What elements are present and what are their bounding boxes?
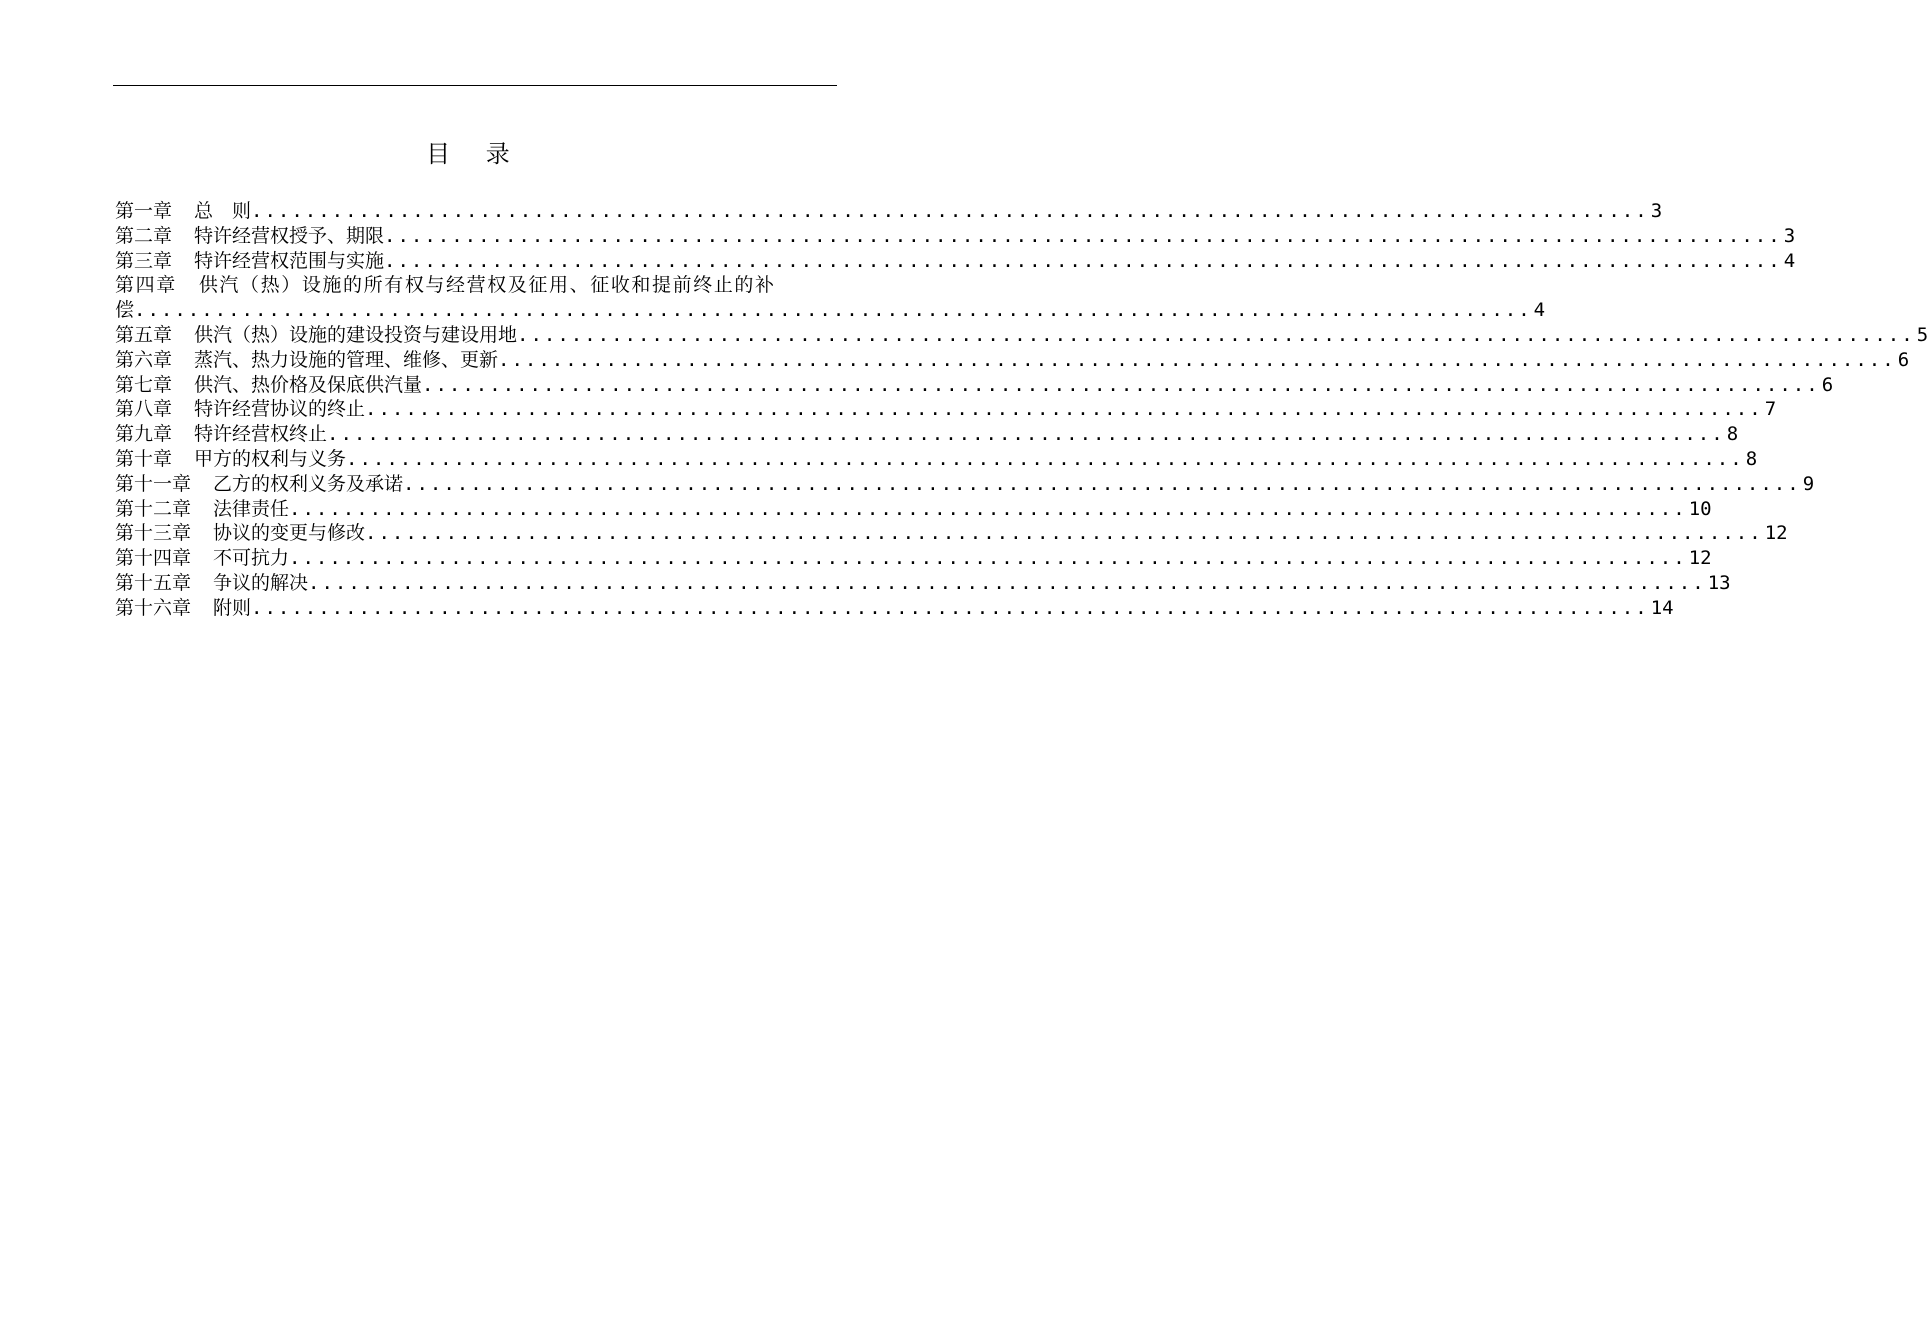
- toc-page-number: 3: [1783, 224, 1796, 247]
- toc-page-number: 7: [1764, 398, 1777, 421]
- toc-chapter: 第十六章: [115, 596, 192, 619]
- dot-leader: ........................................................................................................: [384, 224, 1782, 247]
- toc-chapter: 第八章: [115, 398, 173, 421]
- toc-entry[interactable]: [115, 323, 1928, 348]
- toc-title-text: 供汽（热）设施的所有权与经营权及征用、征收和提前终止的补: [198, 274, 776, 297]
- toc-entry-continuation[interactable]: [115, 298, 1546, 323]
- toc-page-number: 13: [1707, 571, 1731, 594]
- dot-leader: ........................................................................................................: [384, 249, 1782, 272]
- toc-chapter: 第六章: [115, 348, 173, 371]
- toc-title-text: 争议的解决: [213, 571, 309, 594]
- toc-title-text: 不可抗力: [213, 547, 290, 570]
- toc-chapter: 第十五章: [115, 571, 192, 594]
- toc-page-number: 4: [1783, 249, 1796, 272]
- toc-page-number: 4: [1533, 299, 1546, 322]
- toc-page-number: 6: [1821, 373, 1834, 396]
- toc-chapter: 第二章: [115, 224, 173, 247]
- toc-entry[interactable]: [115, 249, 1796, 274]
- toc-chapter: 第五章: [115, 323, 173, 346]
- toc-chapter: 第九章: [115, 423, 173, 446]
- toc-entry[interactable]: [115, 571, 1731, 596]
- dot-leader: ........................................................................................................: [365, 398, 1763, 421]
- toc-title-text: 甲方的权利与义务: [194, 447, 347, 470]
- toc-entry[interactable]: [115, 273, 837, 298]
- toc-page-number: 12: [1688, 547, 1712, 570]
- toc-title-text: 特许经营权终止: [194, 423, 328, 446]
- toc-entry[interactable]: [115, 199, 1663, 224]
- toc-entry[interactable]: [115, 596, 1674, 621]
- toc-page-number: 6: [1897, 348, 1910, 371]
- toc-entry[interactable]: [115, 224, 1796, 249]
- toc-page-number: 12: [1764, 522, 1788, 545]
- dot-leader: ........................................................................................................: [403, 472, 1801, 495]
- toc-title-text: 乙方的权利义务及承诺: [213, 472, 404, 495]
- toc-page-number: 8: [1745, 447, 1758, 470]
- toc-chapter: 第三章: [115, 249, 173, 272]
- toc-title-text: 特许经营权授予、期限: [194, 224, 385, 247]
- toc-entry[interactable]: [115, 373, 1834, 398]
- toc-title-text: 特许经营协议的终止: [194, 398, 366, 421]
- toc-title-text: 协议的变更与修改: [213, 522, 366, 545]
- toc-entry[interactable]: [115, 348, 1910, 373]
- toc-page-number: 10: [1688, 497, 1712, 520]
- toc-entry[interactable]: [115, 521, 1788, 546]
- toc-page-number: 5: [1916, 323, 1928, 346]
- toc-page-number: 8: [1726, 423, 1739, 446]
- toc-title-continuation: 偿: [115, 299, 135, 322]
- dot-leader: ........................................................................................................: [498, 348, 1896, 371]
- toc-chapter: 第十章: [115, 447, 173, 470]
- dot-leader: ........................................................................................................: [517, 323, 1915, 346]
- toc-chapter: 第一章: [115, 200, 173, 222]
- table-of-contents: [115, 199, 1928, 621]
- toc-entry[interactable]: [115, 472, 1815, 497]
- toc-title-text: 附则: [213, 596, 252, 619]
- toc-chapter: 第十二章: [115, 497, 192, 520]
- toc-entry[interactable]: [115, 447, 1758, 472]
- dot-leader: ........................................................................................................: [308, 571, 1706, 594]
- dot-leader: ........................................................................................................: [346, 447, 1744, 470]
- toc-chapter: 第十三章: [115, 522, 192, 545]
- toc-page-number: 14: [1650, 596, 1674, 619]
- dot-leader: ........................................................................................................: [134, 299, 1532, 322]
- toc-chapter: 第四章: [115, 274, 177, 297]
- toc-title-text: 供汽（热）设施的建设投资与建设用地: [194, 323, 518, 346]
- dot-leader: ........................................................................................................: [251, 200, 1649, 222]
- toc-title-text: 特许经营权范围与实施: [194, 249, 385, 272]
- toc-page-number: 3: [1650, 200, 1663, 222]
- dot-leader: ........................................................................................................: [422, 373, 1820, 396]
- dot-leader: ........................................................................................................: [365, 522, 1763, 545]
- dot-leader: ........................................................................................................: [327, 423, 1725, 446]
- toc-title-text: 总 则: [194, 200, 252, 222]
- toc-title-text: 供汽、热价格及保底供汽量: [194, 373, 423, 396]
- toc-title: 目 录: [426, 140, 524, 168]
- toc-chapter: 第十一章: [115, 472, 192, 495]
- toc-entry[interactable]: [115, 546, 1712, 571]
- dot-leader: ........................................................................................................: [289, 497, 1687, 520]
- toc-entry[interactable]: [115, 497, 1712, 522]
- dot-leader: ........................................................................................................: [251, 596, 1649, 619]
- header-rule: [113, 85, 837, 86]
- toc-page-number: 9: [1802, 472, 1815, 495]
- toc-title-text: 蒸汽、热力设施的管理、维修、更新: [194, 348, 499, 371]
- toc-title-text: 法律责任: [213, 497, 290, 520]
- dot-leader: ........................................................................................................: [289, 547, 1687, 570]
- toc-entry[interactable]: [115, 422, 1739, 447]
- toc-entry[interactable]: [115, 397, 1777, 422]
- toc-chapter: 第七章: [115, 373, 173, 396]
- toc-chapter: 第十四章: [115, 547, 192, 570]
